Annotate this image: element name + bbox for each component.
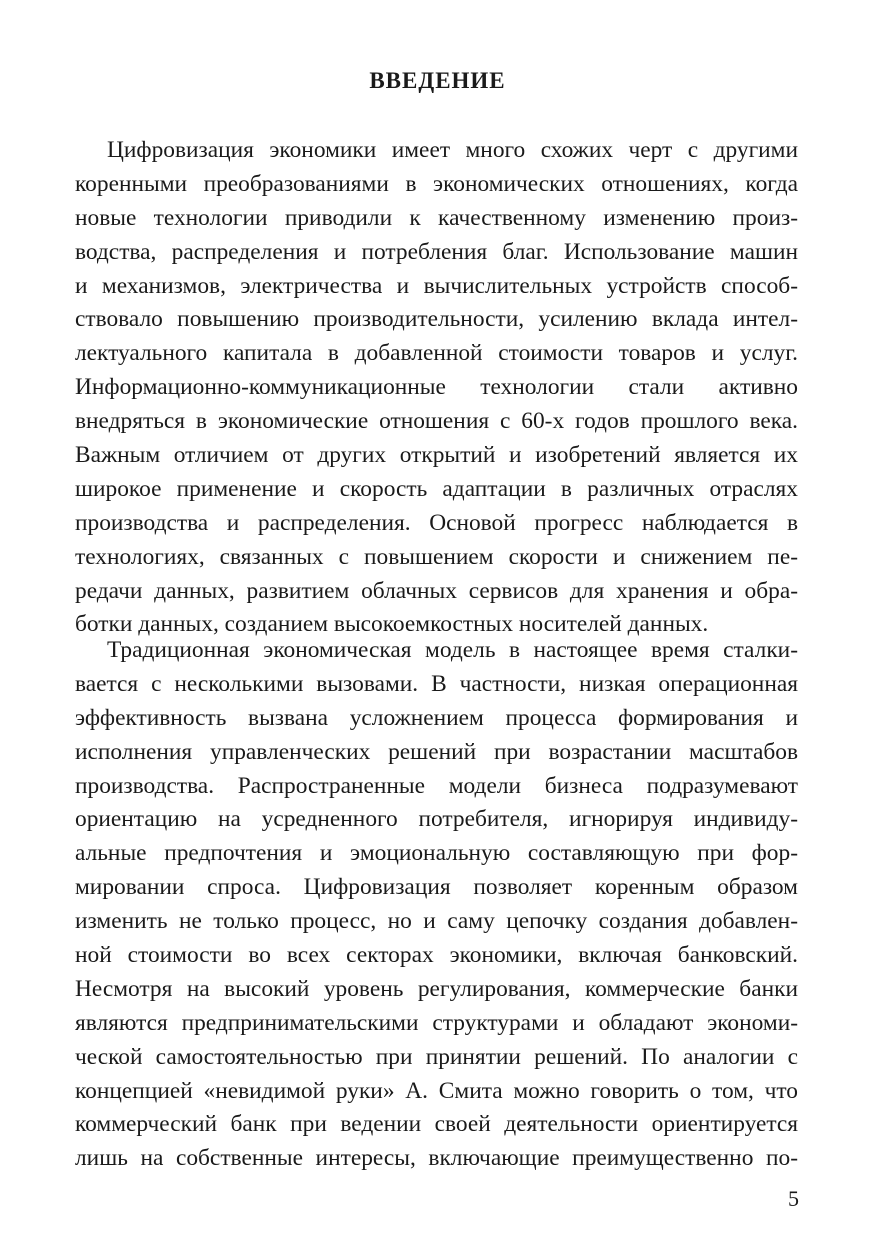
text-line: Несмотря на высокий уровень регулирования, коммерческие банки [75,975,798,1002]
text-line: ствовало повышению производительности, усилению вклада интел- [75,306,798,333]
text-line: Цифровизация экономики имеет много схожих черт с другими [107,137,798,163]
text-line: внедряться в экономические отношения с 60-х годов прошлого века. [75,408,798,435]
text-line: вается с несколькими вызовами. В частности, низкая операционная [75,670,798,697]
text-line: Важным отличием от других открытий и изобретений является их [75,442,798,469]
text-line: эффективность вызвана усложнением процесса формирования и [75,704,798,731]
text-line: коренными преобразованиями в экономических отношениях, когда [75,170,798,197]
text-line: коммерческий банк при ведении своей деятельности ориентируется [75,1111,798,1138]
text-line: Традиционная экономическая модель в настоящее время сталки- [107,637,798,663]
text-line: лектуального капитала в добавленной стоимости товаров и услуг. [75,340,798,367]
text-line: производства и распределения. Основой прогресс наблюдается в [75,509,798,536]
text-line: лишь на собственные интересы, включающие преимущественно по- [75,1145,798,1172]
page-number: 5 [788,1186,799,1211]
text-line: альные предпочтения и эмоциональную составляющую при фор- [75,840,798,867]
text-line: технологиях, связанных с повышением скорости и снижением пе- [75,543,798,570]
text-line: ческой самостоятельностью при принятии решений. По аналогии с [75,1043,798,1070]
paragraph-2 [75,634,798,1176]
text-line: ориентацию на усредненного потребителя, игнорируя индивиду- [75,806,798,833]
text-line: ной стоимости во всех секторах экономики, включая банковский. [75,942,798,969]
text-line: и механизмов, электричества и вычислительных устройств способ- [75,272,798,299]
text-line: концепцией «невидимой руки» А. Смита можно говорить о том, что [75,1077,798,1104]
text-line: исполнения управленческих решений при возрастании масштабов [75,738,798,765]
text-line: редачи данных, развитием облачных сервисов для хранения и обра- [75,577,798,604]
text-line: мировании спроса. Цифровизация позволяет коренным образом [75,874,798,901]
text-line: Информационно-коммуникационные технологии стали активно [75,374,798,401]
text-line: ботки данных, созданием высокоемкостных носителей данных. [75,611,709,638]
paragraph-1 [75,134,798,642]
text-line: широкое применение и скорость адаптации в различных отраслях [75,475,798,502]
section-heading: ВВЕДЕНИЕ [369,68,506,93]
text-line: являются предпринимательскими структурами и обладают экономи- [75,1009,798,1036]
text-line: изменить не только процесс, но и саму цепочку создания добавлен- [75,908,798,935]
text-line: производства. Распространенные модели бизнеса подразумевают [75,772,798,799]
text-line: водства, распределения и потребления благ. Использование машин [75,238,798,265]
text-line: новые технологии приводили к качественному изменению произ- [75,204,798,231]
